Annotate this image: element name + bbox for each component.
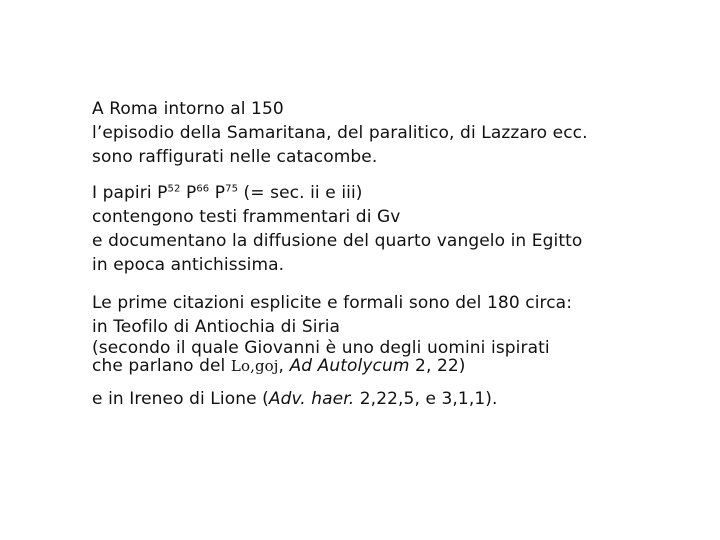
irenaeus-prefix: e in Ireneo di Lione ( — [92, 389, 269, 409]
papyrus-number: 66 — [196, 183, 210, 195]
papyri-line — [92, 181, 702, 205]
papyri-suffix: (= sec. ii e iii) — [238, 183, 363, 203]
papyrus-letter: P — [209, 183, 226, 203]
text-line: in epoca antichissima. — [92, 255, 285, 275]
text-line: in Teofilo di Antiochia di Siria — [92, 317, 341, 337]
slide-content — [92, 97, 702, 411]
work-title: Ad Autolycum — [289, 356, 410, 376]
paragraph-rome-catacombs — [92, 97, 702, 169]
text-line: sono raffigurati nelle catacombe. — [92, 147, 378, 167]
irenaeus-line — [92, 387, 702, 411]
paragraph-first-citations — [92, 291, 702, 375]
text-line: Le prime citazioni esplicite e formali sono del 180 circa: — [92, 293, 573, 313]
work-title: Adv. haer. — [268, 389, 355, 409]
citation-comma: , — [278, 356, 290, 376]
paragraph-papyri — [92, 181, 702, 277]
citation-line — [92, 357, 702, 375]
text-line: A Roma intorno al 150 — [92, 99, 284, 119]
citation-prefix: che parlano del — [92, 356, 231, 376]
paragraph-irenaeus — [92, 387, 702, 411]
papyrus-number: 75 — [225, 183, 239, 195]
citation-suffix: 2, 22) — [409, 356, 466, 376]
papyri-prefix: I papiri P — [92, 183, 168, 203]
text-line: (secondo il quale Giovanni è uno degli uomini ispirati — [92, 338, 550, 358]
text-line: l’episodio della Samaritana, del paralitico, di Lazzaro ecc. — [92, 123, 588, 143]
text-line: contengono testi frammentari di Gv — [92, 207, 401, 227]
papyrus-letter: P — [180, 183, 197, 203]
irenaeus-suffix: 2,22,5, e 3,1,1). — [354, 389, 498, 409]
text-line: e documentano la diffusione del quarto vangelo in Egitto — [92, 231, 583, 251]
greek-word: Lo,goj — [230, 357, 279, 375]
papyrus-number: 52 — [167, 183, 181, 195]
